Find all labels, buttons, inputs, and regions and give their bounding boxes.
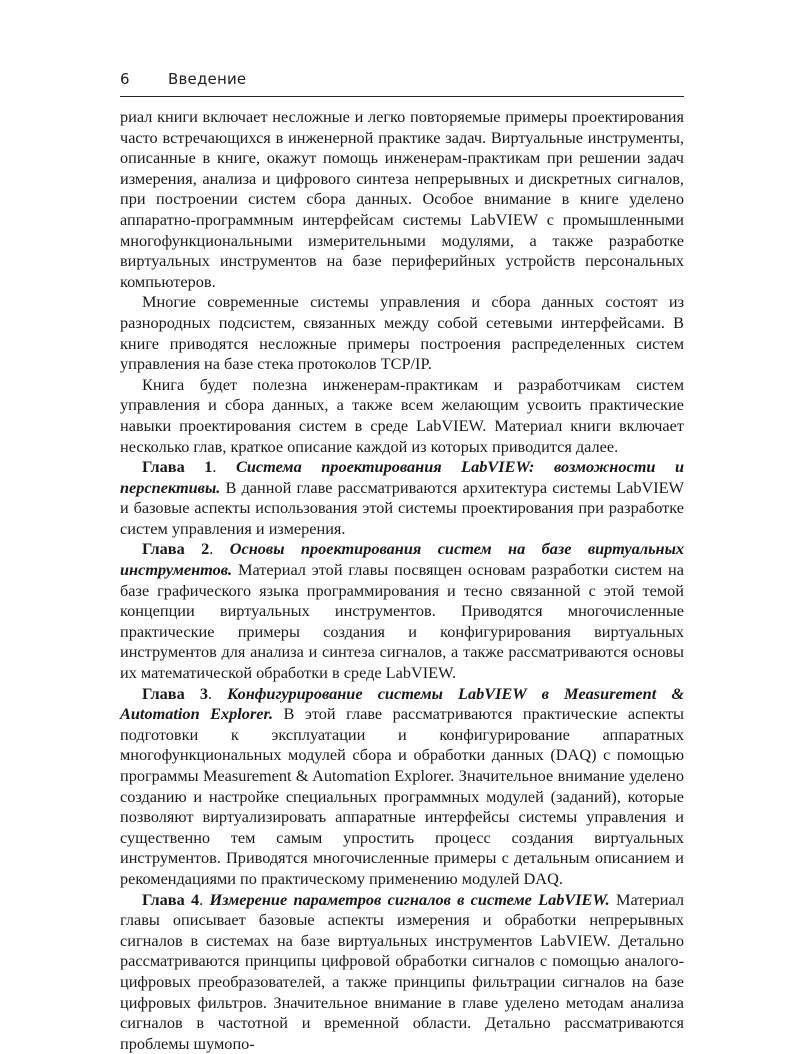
book-page [120,70,684,1054]
body-text [120,107,684,1054]
chapter-4-label: Глава 4 [142,889,200,909]
page-number: 6 [120,70,130,88]
paragraph-continuation: риал книги включает несложные и легко повторяемые примеры проектирования часто встречающихся в инженерной практике задач. Виртуальные инструменты, описанные в книге, окажут помощь инженерам-практикам при решении задач измерения, анализа и цифрового синтеза непрерывных и дискретных сигналов, при построении систем сбора данных. Особое внимание в книге уделено аппаратно-программным интерфейсам системы LabVIEW с промышленными многофункциональными измерительными модулями, а также разработке виртуальных инструментов на базе периферийных устройств персональных компьютеров. [120,107,684,291]
chapter-2-separator: . [209,539,230,559]
chapter-3-description: В этой главе рассматриваются практические аспекты подготовки к эксплуатации и конфигурирование аппаратных многофункциональных модулей сбора и обработки данных (DAQ) с помощью программы Measurement & Automation Explorer. Значительное внимание уделено созданию и настройке специальных программных модулей (заданий), которые позволяют виртуализировать аппаратные интерфейсы системы управления и существенно тем самым упростить процесс создания виртуальных инструментов. Приводятся многочисленные примеры с детальным описанием и рекомендациями по практическому применению модулей DAQ. [120,704,684,888]
chapter-1-summary [120,457,684,539]
chapter-1-separator: . [212,457,237,477]
chapter-3-label: Глава 3 [142,683,208,703]
chapter-1-description: В данной главе рассматриваются архитектура системы LabVIEW и базовые аспекты использования этой системы проектирования при разработке систем управления и измерения. [120,477,684,538]
chapter-4-summary [120,890,684,1054]
section-title: Введение [168,70,247,88]
chapter-2-title: Основы проектирования систем на базе виртуальных инструментов. [120,539,685,580]
chapter-2-label: Глава 2 [142,539,210,559]
chapter-4-title: Измерение параметров сигналов в системе LabVIEW. [209,889,610,909]
chapter-2-description: Материал этой главы посвящен основам разработки систем на базе графического языка программирования и тесно связанной с этой темой концепции виртуальных инструментов. Приводятся многочисленные практические примеры создания и конфигурирования виртуальных инструментов для анализа и синтеза сигналов, а также рассматриваются основы их математической обработки в среде LabVIEW. [120,560,684,683]
chapter-3-summary [120,684,684,890]
chapter-2-summary [120,539,684,683]
chapter-4-separator: . [199,889,210,909]
chapter-1-title: Система проектирования LabVIEW: возможности и перспективы. [120,457,685,497]
paragraph-audience: Книга будет полезна инженерам-практикам и разработчикам систем управления и сбора данных, а также всем желающим усвоить практические навыки проектирования систем в среде LabVIEW. Материал книги включает несколько глав, краткое описание каждой из которых приводится далее. [120,374,684,456]
chapter-1-label: Глава 1 [142,457,213,477]
paragraph-networks: Многие современные системы управления и сбора данных состоят из разнородных подсистем, связанных между собой сетевыми интерфейсами. В книге приводятся несложные примеры построения распределенных систем управления на базе стека протоколов TCP/IP. [120,292,684,374]
chapter-4-description: Материал главы описывает базовые аспекты измерения и обработки непрерывных сигналов в системах на базе виртуальных инструментов LabVIEW. Детально рассматриваются принципы цифровой обработки сигналов с помощью аналого-цифровых преобразователей, а также принципы фильтрации сигналов на базе цифровых фильтров. Значительное внимание в главе уделено методам анализа сигналов в частотной и временной области. Детально рассматриваются проблемы шумопо- [120,889,685,1053]
chapter-3-separator: . [207,683,228,703]
chapter-3-title: Конфигурирование системы LabVIEW в Measurement & Automation Explorer. [120,683,684,724]
running-header [120,70,684,97]
